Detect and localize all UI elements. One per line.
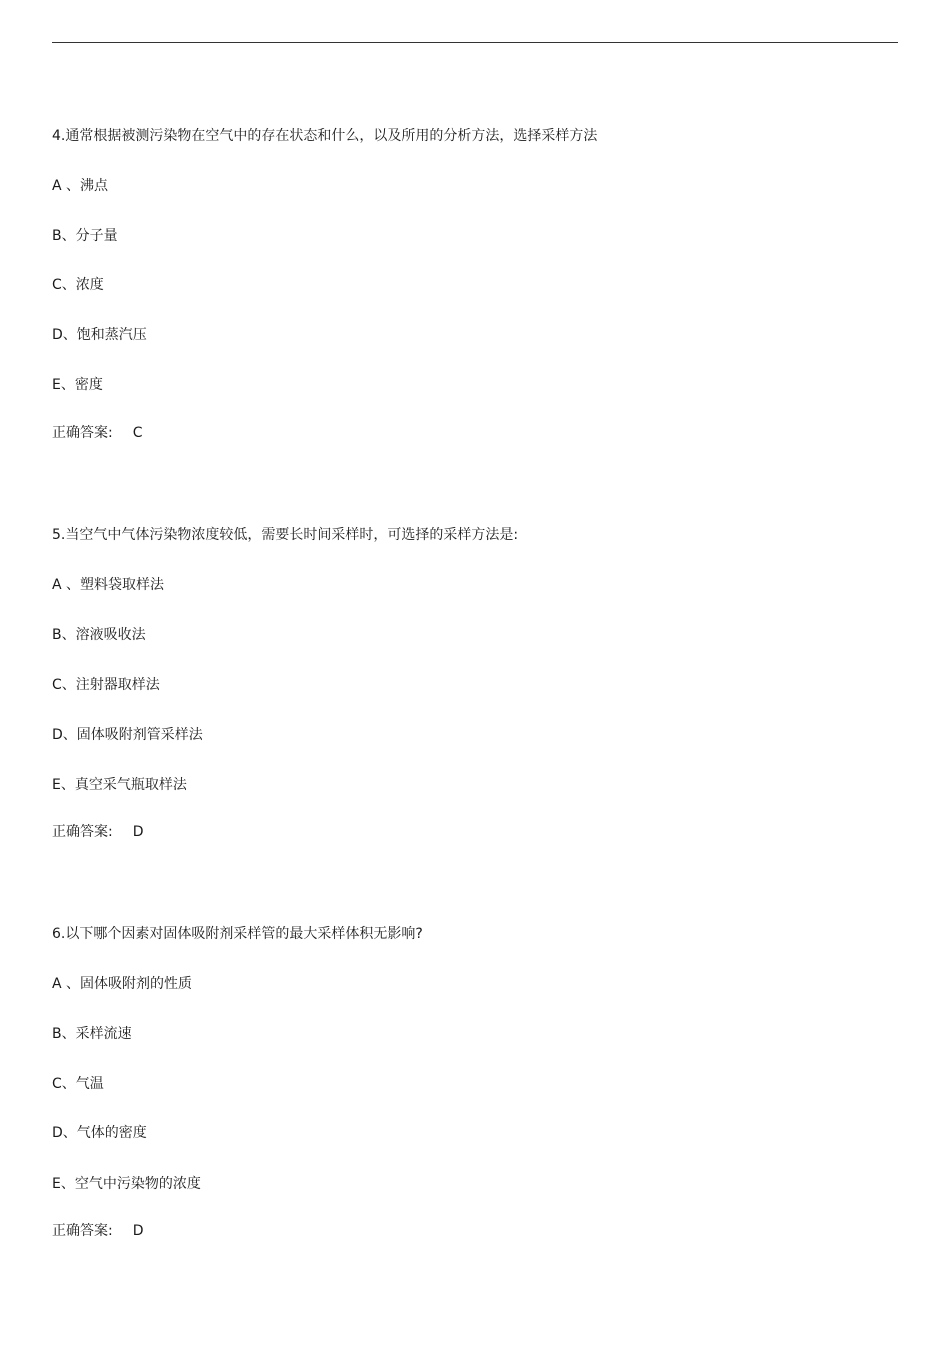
answer-value: C: [132, 425, 143, 441]
answer-line: [52, 823, 144, 841]
option-d: D、气体的密度: [52, 1125, 147, 1141]
question-stem: 6.以下哪个因素对固体吸附剂采样管的最大采样体积无影响?: [52, 926, 423, 942]
answer-label: 正确答案:: [52, 1223, 113, 1239]
option-e: E、空气中污染物的浓度: [52, 1176, 201, 1192]
answer-value: D: [132, 824, 144, 840]
answer-label: 正确答案:: [52, 425, 113, 441]
option-e: E、真空采气瓶取样法: [52, 777, 187, 793]
option-b: B、分子量: [52, 228, 118, 244]
option-d: D、固体吸附剂管采样法: [52, 727, 203, 743]
answer-line: [52, 424, 143, 442]
option-a: A 、固体吸附剂的性质: [52, 976, 193, 992]
answer-value: D: [132, 1223, 144, 1239]
question-stem: 4.通常根据被测污染物在空气中的存在状态和什么，以及所用的分析方法，选择采样方法: [52, 128, 598, 144]
header-rule: [52, 42, 898, 43]
option-c: C、浓度: [52, 277, 104, 293]
option-b: B、溶液吸收法: [52, 627, 146, 643]
option-c: C、气温: [52, 1076, 104, 1092]
option-c: C、注射器取样法: [52, 677, 160, 693]
option-a: A 、沸点: [52, 178, 109, 194]
option-b: B、采样流速: [52, 1026, 132, 1042]
option-d: D、饱和蒸汽压: [52, 327, 147, 343]
option-e: E、密度: [52, 377, 103, 393]
answer-line: [52, 1222, 144, 1240]
question-stem: 5.当空气中气体污染物浓度较低，需要长时间采样时，可选择的采样方法是:: [52, 527, 519, 543]
answer-label: 正确答案:: [52, 824, 113, 840]
option-a: A 、塑料袋取样法: [52, 577, 165, 593]
